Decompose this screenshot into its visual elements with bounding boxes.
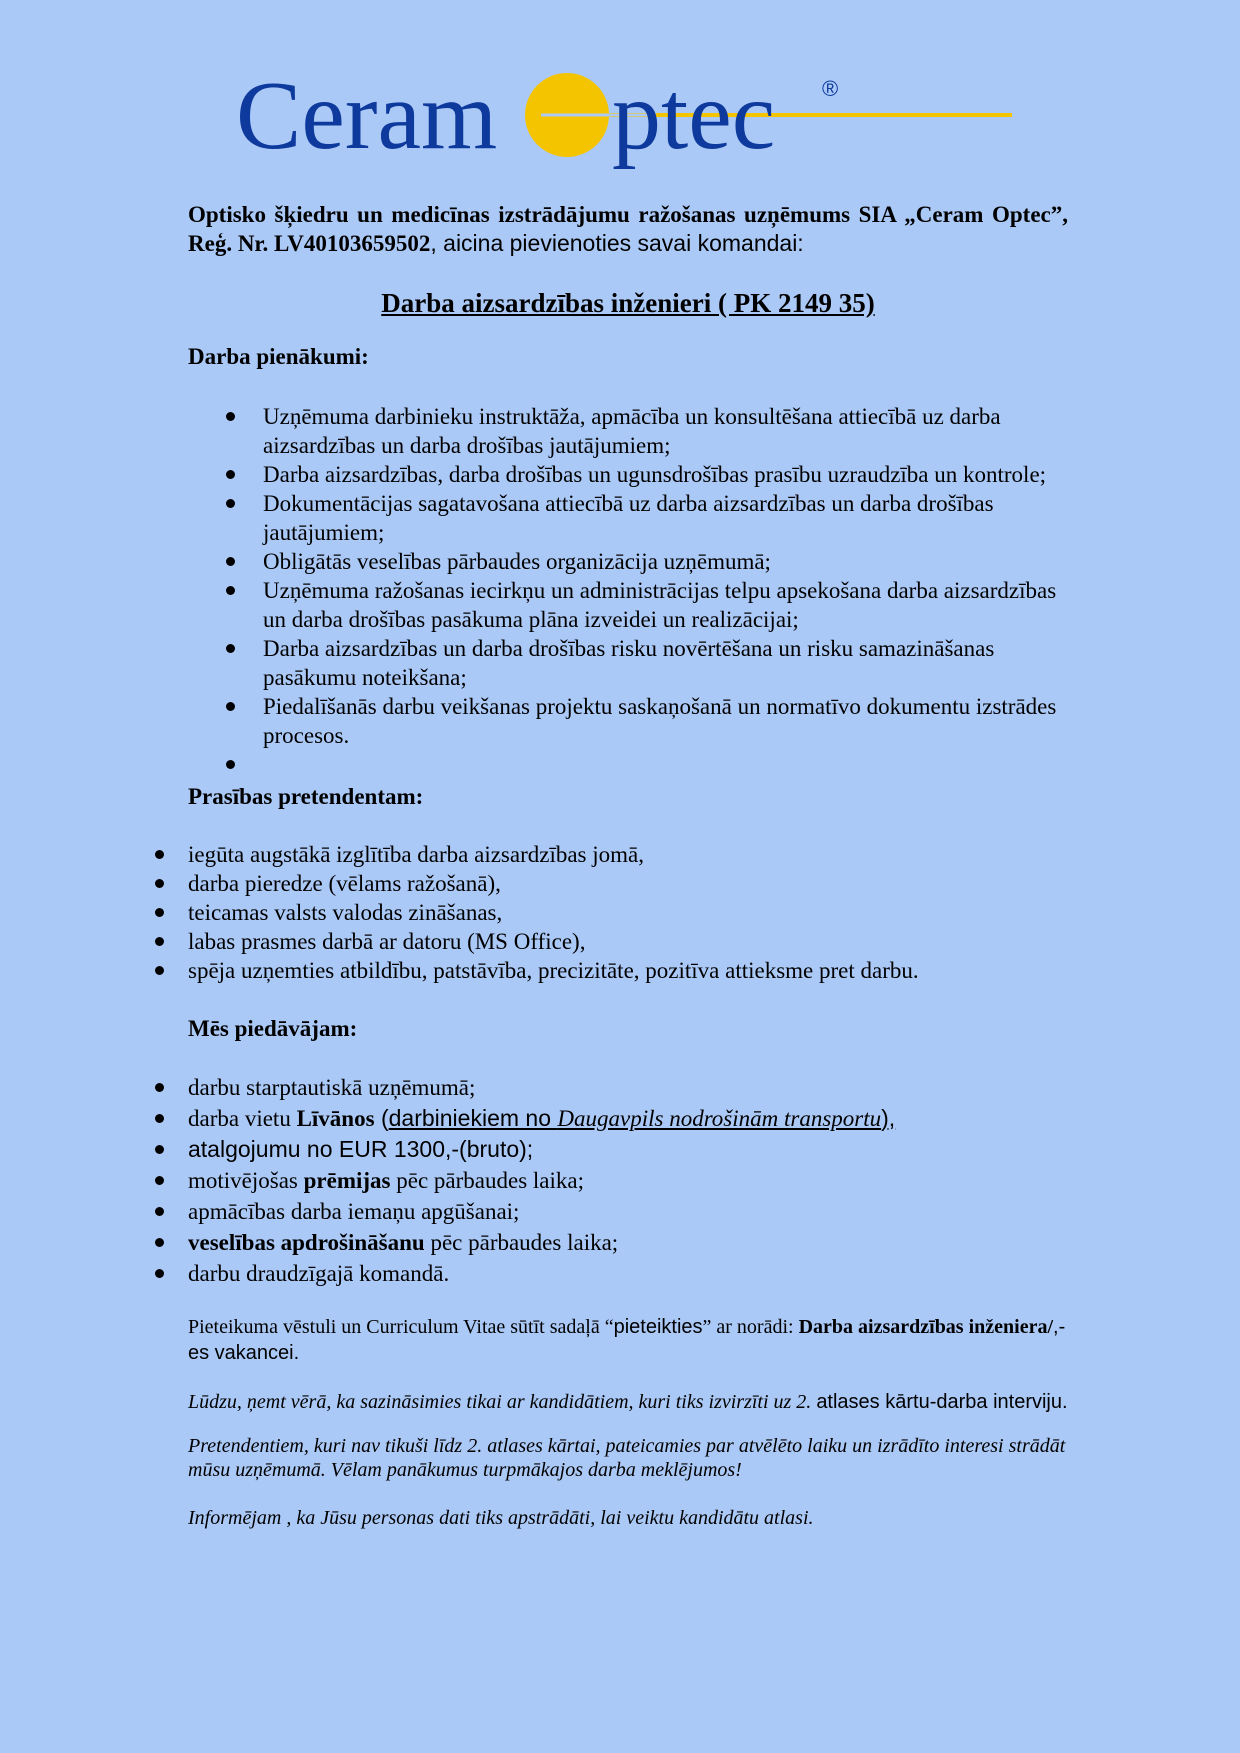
offer-bonus: prēmijas [303, 1168, 391, 1193]
logo-registered-mark: ® [822, 76, 839, 101]
requirements-heading: Prasības pretendentam: [188, 784, 424, 809]
thanks-note: Pretendentiem, kuri nav tikuši līdz 2. atlases kārtai, pateicamies par atvēlēto laiku un izrādīto interesi strādāt mūsu uzņēmumā. Vēlam panākumus turpmākajos darba meklējumos! [188, 1435, 1066, 1481]
list-item [188, 1227, 1068, 1258]
offer-bonus-pre: motivējošas [188, 1168, 304, 1193]
list-item: teicamas valsts valodas zināšanas, [188, 898, 1068, 927]
list-item: darba pieredze (vēlams ražošanā), [188, 869, 1068, 898]
company-logo [236, 62, 1016, 182]
offer-heading: Mēs piedāvājam: [188, 1016, 358, 1041]
intro-company: Optisko šķiedru un medicīnas izstrādājumu ražošanas uzņēmums SIA „Ceram Optec”, Reģ. Nr. LV40103659502 [188, 202, 1068, 256]
offer-bonus-post: pēc pārbaudes laika; [390, 1168, 585, 1193]
list-item: Darba aizsardzības, darba drošības un ugunsdrošības prasību uzraudzība un kontrole; [263, 460, 1068, 489]
offer-location: Līvānos [296, 1106, 375, 1131]
logo-text-ptec: ptec [612, 62, 776, 170]
list-item: Piedalīšanās darbu veikšanas projektu saskaņošanā un normatīvo dokumentu izstrādes procesos. [263, 692, 1068, 750]
list-item: Dokumentācijas sagatavošana attiecībā uz darba aizsardzības un darba drošības jautājumiem; [263, 489, 1068, 547]
list-item: apmācības darba iemaņu apgūšanai; [188, 1196, 1068, 1227]
empty-list-item [263, 750, 1068, 779]
list-item: Uzņēmuma darbinieku instruktāža, apmācība un konsultēšana attiecībā uz darba aizsardzības un darba drošības jautājumiem; [263, 402, 1068, 460]
application-instructions [188, 1314, 1068, 1366]
list-item: Uzņēmuma ražošanas iecirkņu un administrācijas telpu apsekošana darba aizsardzības un darba drošības pasākuma plāna izveidei un realizācijai; [263, 576, 1068, 634]
list-item: darbu starptautiskā uzņēmumā; [188, 1072, 1068, 1103]
apply-position: Darba aizsardzības inženiera/ [798, 1316, 1054, 1338]
offer-list [188, 1072, 1068, 1289]
duties-list [263, 402, 1068, 779]
list-item: Obligātās veselības pārbaudes organizācija uzņēmumā; [263, 547, 1068, 576]
apply-link[interactable]: pieteikties [613, 1316, 703, 1338]
position-title: Darba aizsardzības inženieri ( PK 2149 35) [381, 288, 875, 318]
intro-paragraph [188, 200, 1068, 258]
contact-note [188, 1390, 1068, 1414]
list-item [188, 1103, 1068, 1134]
contact-note-italic: Lūdzu, ņemt vērā, ka sazināsimies tikai ar kandidātiem, kuri tiks izvirzīti uz 2. [188, 1391, 817, 1413]
apply-text-post: ,-es vakancei. [188, 1316, 1066, 1364]
intro-invitation: , aicina pievienoties savai komandai: [430, 230, 804, 256]
list-item [188, 1165, 1068, 1196]
contact-note-rest: atlases kārtu-darba interviju. [816, 1391, 1068, 1413]
list-item: atalgojumu no EUR 1300,-(bruto); [188, 1134, 1068, 1165]
job-posting [188, 200, 1068, 1550]
requirements-list [188, 840, 1068, 985]
paren-open: ( [374, 1105, 389, 1131]
paren-close: ), [881, 1105, 896, 1131]
transport-note-part2: Daugavpils nodrošinām transportu [557, 1106, 882, 1131]
list-item: iegūta augstākā izglītība darba aizsardzības jomā, [188, 840, 1068, 869]
list-item: labas prasmes darbā ar datoru (MS Office), [188, 927, 1068, 956]
list-item: spēja uzņemties atbildību, patstāvība, precizitāte, pozitīva attieksme pret darbu. [188, 956, 1068, 985]
transport-note-part1: darbiniekiem no [388, 1105, 558, 1131]
apply-text-pre: Pieteikuma vēstuli un Curriculum Vitae sūtīt sadaļā “ [188, 1316, 614, 1338]
duties-heading: Darba pienākumi: [188, 344, 369, 369]
offer-insurance-post: pēc pārbaudes laika; [424, 1230, 619, 1255]
apply-text-mid: ” ar norādi: [702, 1316, 799, 1338]
list-item: Darba aizsardzības un darba drošības risku novērtēšana un risku samazināšanas pasākumu noteikšana; [263, 634, 1068, 692]
list-item: darbu draudzīgajā komandā. [188, 1258, 1068, 1289]
logo-text-ceram: Ceram [236, 62, 498, 170]
privacy-note: Informējam , ka Jūsu personas dati tiks apstrādāti, lai veiktu kandidātu atlasi. [188, 1507, 814, 1529]
offer-location-pre: darba vietu [188, 1106, 297, 1131]
offer-insurance: veselības apdrošināšanu [188, 1230, 425, 1255]
